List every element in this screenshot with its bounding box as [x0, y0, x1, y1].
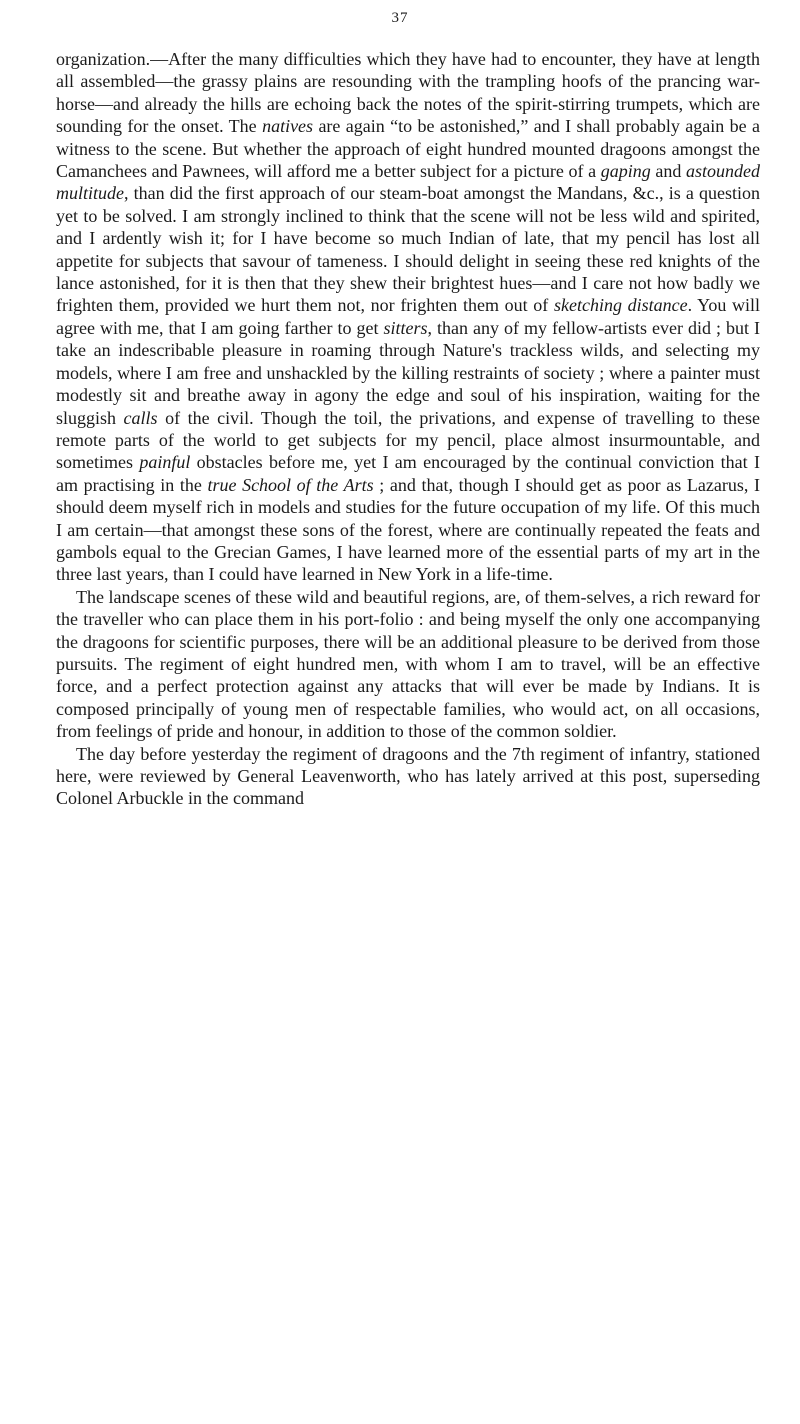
page-number: 37: [391, 10, 409, 26]
text-segment: ; and that, though I should get as poor as Lazarus, I should deem myself rich in models and studies for the future occupation of my life. Of this much I am certain—that amongst these sons of the forest, where are continually repeated the feats and gambols equal to the Grecian Games, I have learned more of the essential parts of my art in the three last years, than I could have learned in New York in a life-time.: [56, 474, 760, 585]
italic-segment: sitters: [383, 317, 428, 338]
italic-segment: sketching distance: [553, 295, 688, 316]
text-segment: , than did the first approach of our steam-boat amongst the Mandans, &c., is a question yet to be solved. I am strongly inclined to think that the scene will not be less wild and spirited, and I ardently wish it; for I have become so much Indian of late, that my pencil has lost all appetite for subjects that savour of tameness. I should delight in seeing these red knights of the lance astonished, for it is then that they shew their brightest hues—and I care not how badly we frighten them, provided we hurt them not, nor frighten them out of: [56, 183, 760, 316]
italic-segment: calls: [123, 407, 158, 428]
page-text: [56, 48, 760, 810]
text-segment: The landscape scenes of these wild and beautiful regions, are, of them-selves, a rich reward for the traveller who can place them in his port-folio : and being myself the only one accompanying the dragoons for scientific purposes, there will be an additional pleasure to be derived from those pursuits. The regiment of eight hundred men, with whom I am to travel, will be an effective force, and a perfect protection against any attacks that will ever be made by Indians. It is composed principally of young men of respectable families, who would act, on all occasions, from feelings of pride and honour, in addition to those of the common soldier.: [56, 586, 760, 742]
paragraph-2: [56, 586, 760, 743]
italic-segment: astounded multitude: [56, 161, 760, 204]
italic-segment: true School of the Arts: [207, 474, 374, 495]
text-segment: , than any of my fellow-artists ever did ; but I take an indescribable pleasure in roaming through Nature's trackless wilds, and selecting my models, where I am free and unshackled by the killing restraints of society ; where a painter must modestly sit and breathe away in agony the edge and soul of his inspiration, waiting for the sluggish: [56, 317, 760, 428]
text-segment: are again “to be astonished,” and I shall probably again be a witness to the scene. But whether the approach of eight hundred mounted dragoons amongst the Camanchees and Pawnees, will afford me a better subject for a picture of a: [56, 116, 760, 182]
text-segment: The day before yesterday the regiment of dragoons and the 7th regiment of infantry, stationed here, were reviewed by General Leavenworth, who has lately arrived at this post, superseding Colonel Arbuckle in the command: [56, 743, 760, 809]
text-segment: organization.—After the many difficulties which they have had to encounter, they have at length all assembled—the grassy plains are resounding with the trampling hoofs of the prancing war-horse—and already the hills are echoing back the notes of the spirit-stirring trumpets, which are sounding for the onset. The: [56, 49, 760, 137]
paragraph-3: [56, 743, 760, 810]
text-segment: and: [650, 161, 686, 182]
italic-segment: painful: [139, 452, 191, 473]
text-segment: . You will agree with me, that I am going farther to get: [56, 295, 761, 338]
text-segment: obstacles before me, yet I am encouraged by the continual conviction that I am practising in the: [56, 452, 760, 495]
paragraph-1: [56, 48, 760, 586]
italic-segment: gaping: [600, 161, 651, 182]
italic-segment: natives: [262, 116, 314, 137]
text-segment: of the civil. Though the toil, the privations, and expense of travelling to these remote parts of the world to get subjects for my pencil, place almost insurmountable, and sometimes: [56, 407, 760, 473]
